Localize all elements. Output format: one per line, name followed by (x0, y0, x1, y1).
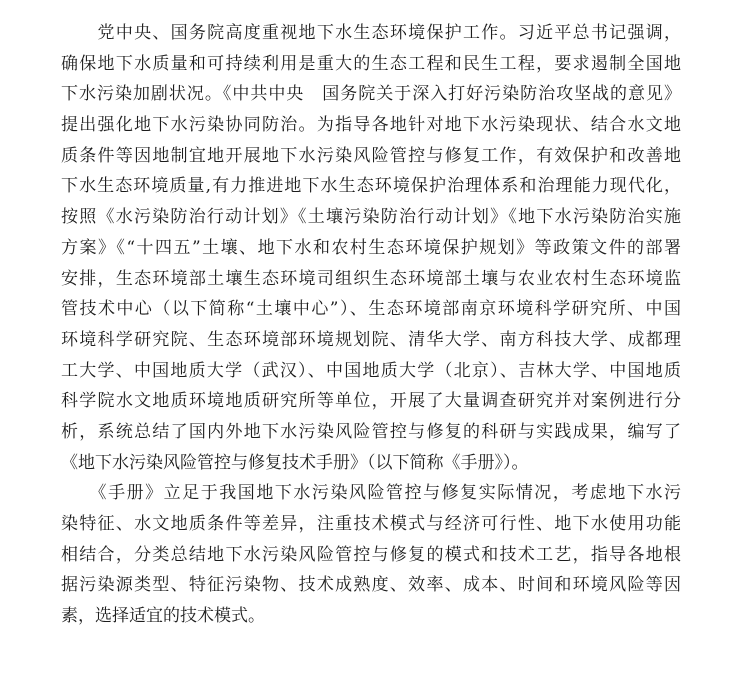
paragraph-line: 质条件等因地制宜地开展地下水污染风险管控与修复工作，有效保护和改善地 (61, 145, 681, 166)
paragraph-line: 工大学、中国地质大学（武汉）、中国地质大学（北京）、吉林大学、中国地质 (61, 360, 681, 381)
paragraph-line: 提出强化地下水污染协同防治。为指导各地针对地下水污染现状、结合水文地 (61, 115, 681, 136)
paragraph-line: 科学院水文地质环境地质研究所等单位，开展了大量调查研究并对案例进行分 (61, 391, 681, 412)
paragraph-line: 环境科学研究院、生态环境部环境规划院、清华大学、南方科技大学、成都理 (61, 329, 681, 350)
paragraph-1 (61, 18, 681, 478)
paragraph-line: 下水污染加剧状况。《中共中央 国务院关于深入打好污染防治攻坚战的意见》 (61, 84, 681, 105)
paragraph-line: 《地下水污染风险管控与修复技术手册》（以下简称《手册》）。 (61, 452, 529, 473)
paragraph-line: 管技术中心（以下简称“土壤中心”）、生态环境部南京环境科学研究所、中国 (61, 299, 681, 320)
paragraph-line: 染特征、水文地质条件等差异，注重技术模式与经济可行性、地下水使用功能 (61, 514, 681, 534)
paragraph-line: 按照《水污染防治行动计划》《土壤污染防治行动计划》《地下水污染防治实施 (61, 207, 681, 228)
paragraph-line: 相结合，分类总结地下水污染风险管控与修复的模式和技术工艺，指导各地根 (61, 544, 681, 565)
body-text (61, 18, 681, 632)
paragraph-line: 安排，生态环境部土壤生态环境司组织生态环境部土壤与农业农村生态环境监 (61, 268, 681, 289)
paragraph-line: 析，系统总结了国内外地下水污染风险管控与修复的科研与实践成果，编写了 (61, 421, 681, 442)
paragraph-line: 《手册》立足于我国地下水污染风险管控与修复实际情况，考虑地下水污 (61, 483, 681, 504)
paragraph-line: 党中央、国务院高度重视地下水生态环境保护工作。习近平总书记强调， (61, 23, 681, 43)
paragraph-line: 方案》《“十四五”土壤、地下水和农村生态环境保护规划》等政策文件的部署 (61, 237, 681, 258)
paragraph-line: 确保地下水质量和可持续利用是重大的生态工程和民生工程，要求遏制全国地 (61, 53, 681, 74)
paragraph-line: 素，选择适宜的技术模式。 (61, 606, 265, 627)
paragraph-2 (61, 478, 681, 631)
paragraph-line: 据污染源类型、特征污染物、技术成熟度、效率、成本、时间和环境风险等因 (61, 575, 681, 596)
paragraph-line: 下水生态环境质量,有力推进地下水生态环境保护治理体系和治理能力现代化， (61, 176, 681, 197)
